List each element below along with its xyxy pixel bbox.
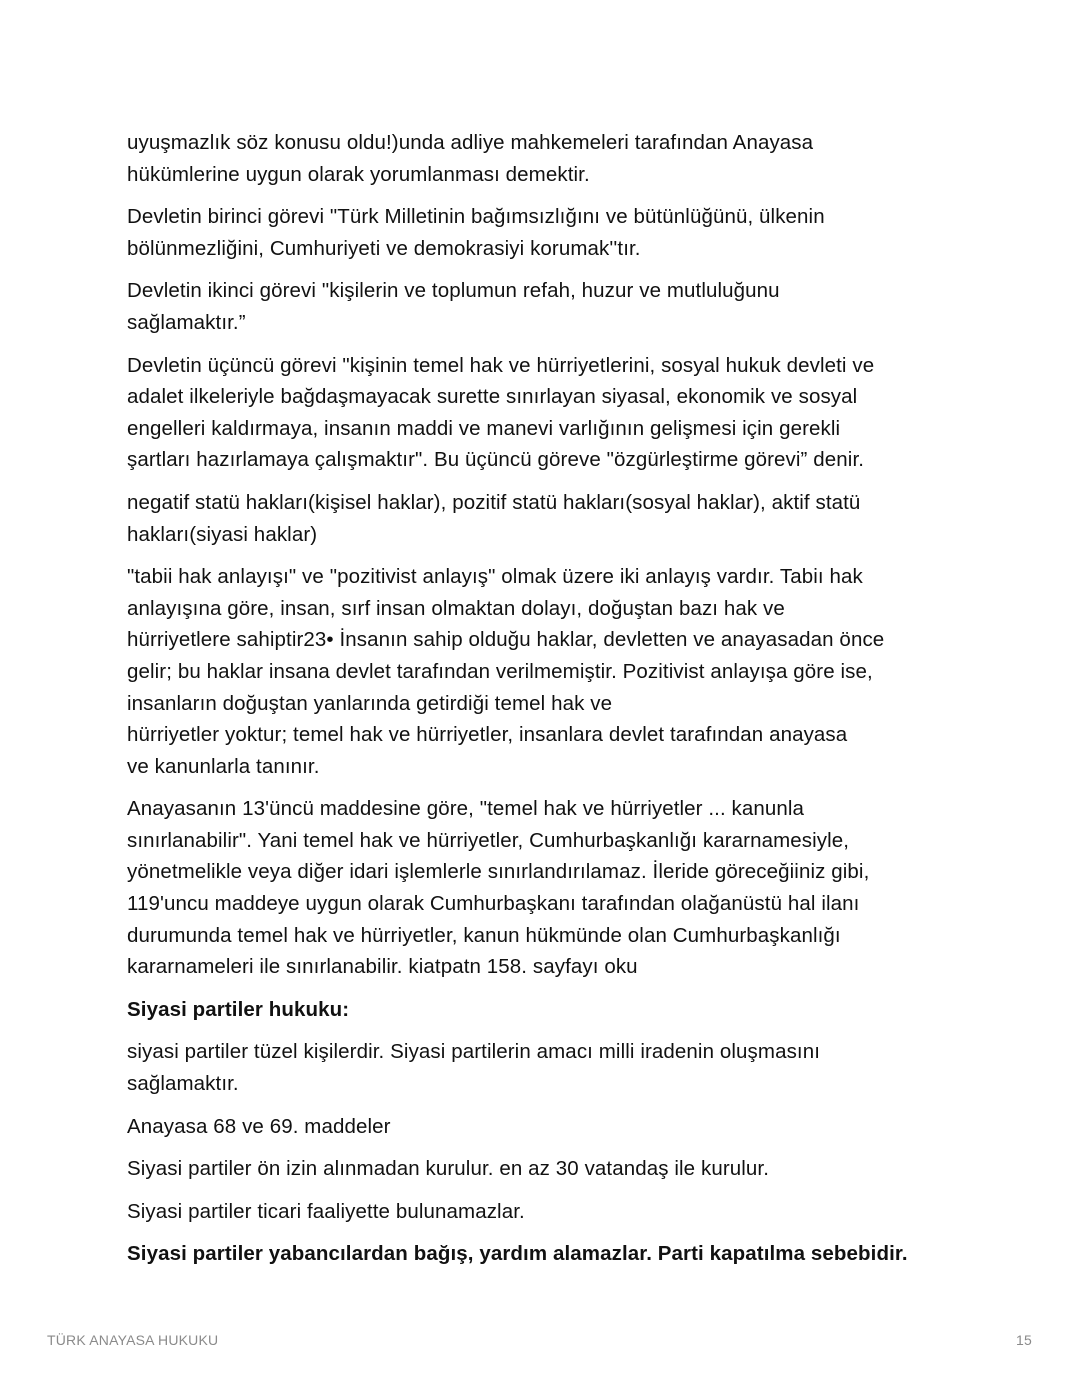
text-line: negatif statü hakları(kişisel haklar), pozitif statü hakları(sosyal haklar), aktif statü — [127, 490, 861, 514]
text-line: durumunda temel hak ve hürriyetler, kanun hükmünde olan Cumhurbaşkanlığı — [127, 923, 841, 947]
text-line: Devletin üçüncü görevi "kişinin temel hak ve hürriyetlerini, sosyal hukuk devleti ve — [127, 353, 875, 377]
document-body — [127, 127, 962, 1281]
footer-document-title: TÜRK ANAYASA HUKUKU — [47, 1332, 219, 1348]
paragraph-7 — [127, 793, 962, 983]
paragraph-3 — [127, 275, 962, 338]
text-line: Siyasi partiler ticari faaliyette bulunamazlar. — [127, 1199, 525, 1223]
paragraph-5 — [127, 487, 962, 550]
text-line: hürriyetler yoktur; temel hak ve hürriyetler, insanlara devlet tarafından anayasa — [127, 723, 848, 747]
section-heading — [127, 994, 962, 1026]
paragraph-2 — [127, 201, 962, 264]
text-line: kararnameleri ile sınırlanabilir. kiatpatn 158. sayfayı oku — [127, 955, 638, 979]
text-line: Devletin ikinci görevi "kişilerin ve toplumun refah, huzur ve mutluluğunu — [127, 279, 780, 303]
text-line: sağlamaktır.” — [127, 310, 246, 334]
text-line: engelleri kaldırmaya, insanın maddi ve manevi varlığının gelişmesi için gerekli — [127, 416, 841, 440]
heading-text: Siyasi partiler hukuku: — [127, 997, 350, 1021]
text-line: anlayışına göre, insan, sırf insan olmaktan dolayı, doğuştan bazı hak ve — [127, 596, 785, 620]
text-line: Anayasanın 13'üncü maddesine göre, "temel hak ve hürriyetler ... kanunla — [127, 797, 805, 821]
text-line: gelir; bu haklar insana devlet tarafından verilmemiştir. Pozitivist anlayışa göre ise, — [127, 659, 873, 683]
text-line: insanların doğuştan yanlarında getirdiği temel hak ve — [127, 691, 613, 715]
text-line: Devletin birinci görevi "Türk Milletinin bağımsızlığını ve bütünlüğünü, ülkenin — [127, 205, 825, 229]
text-line: "tabii hak anlayışı" ve "pozitivist anlayış" olmak üzere iki anlayış vardır. Tabiı hak — [127, 565, 863, 589]
text-line: sağlamaktır. — [127, 1072, 239, 1096]
emphasized-paragraph — [127, 1238, 962, 1270]
text-line: yönetmelikle veya diğer idari işlemlerle sınırlandırılamaz. İleride göreceğiiniz gibi, — [127, 860, 870, 884]
text-line: Anayasa 68 ve 69. maddeler — [127, 1114, 391, 1138]
paragraph-9 — [127, 1036, 962, 1099]
text-line: hürriyetlere sahiptir23• İnsanın sahip olduğu haklar, devletten ve anayasadan önce — [127, 628, 885, 652]
text-line: Siyasi partiler ön izin alınmadan kurulur. en az 30 vatandaş ile kurulur. — [127, 1157, 770, 1181]
text-line: şartları hazırlamaya çalışmaktır". Bu üçüncü göreve "özgürleştirme görevi” denir. — [127, 448, 865, 472]
footer-page-number: 15 — [1016, 1332, 1032, 1348]
paragraph-12 — [127, 1196, 962, 1228]
text-line: siyasi partiler tüzel kişilerdir. Siyasi partilerin amacı milli iradenin oluşmasını — [127, 1040, 821, 1064]
paragraph-1 — [127, 127, 962, 190]
paragraph-11 — [127, 1153, 962, 1185]
text-line: bölünmezliğini, Cumhuriyeti ve demokrasiyi korumak''tır. — [127, 236, 641, 260]
text-line: uyuşmazlık söz konusu oldu!)unda adliye mahkemeleri tarafından Anayasa — [127, 131, 814, 154]
paragraph-4 — [127, 350, 962, 476]
paragraph-10 — [127, 1111, 962, 1143]
text-line: ve kanunlarla tanınır. — [127, 754, 320, 778]
text-line: hakları(siyasi haklar) — [127, 522, 318, 546]
paragraph-6 — [127, 561, 962, 782]
text-line: hükümlerine uygun olarak yorumlanması demektir. — [127, 162, 590, 186]
text-line: Siyasi partiler yabancılardan bağış, yardım alamazlar. Parti kapatılma sebebidir. — [127, 1242, 908, 1266]
text-line: 119'uncu maddeye uygun olarak Cumhurbaşkanı tarafından olağanüstü hal ilanı — [127, 892, 860, 916]
text-line: adalet ilkeleriyle bağdaşmayacak surette sınırlayan siyasal, ekonomik ve sosyal — [127, 385, 858, 409]
text-line: sınırlanabilir". Yani temel hak ve hürriyetler, Cumhurbaşkanlığı kararnamesiyle, — [127, 828, 850, 852]
